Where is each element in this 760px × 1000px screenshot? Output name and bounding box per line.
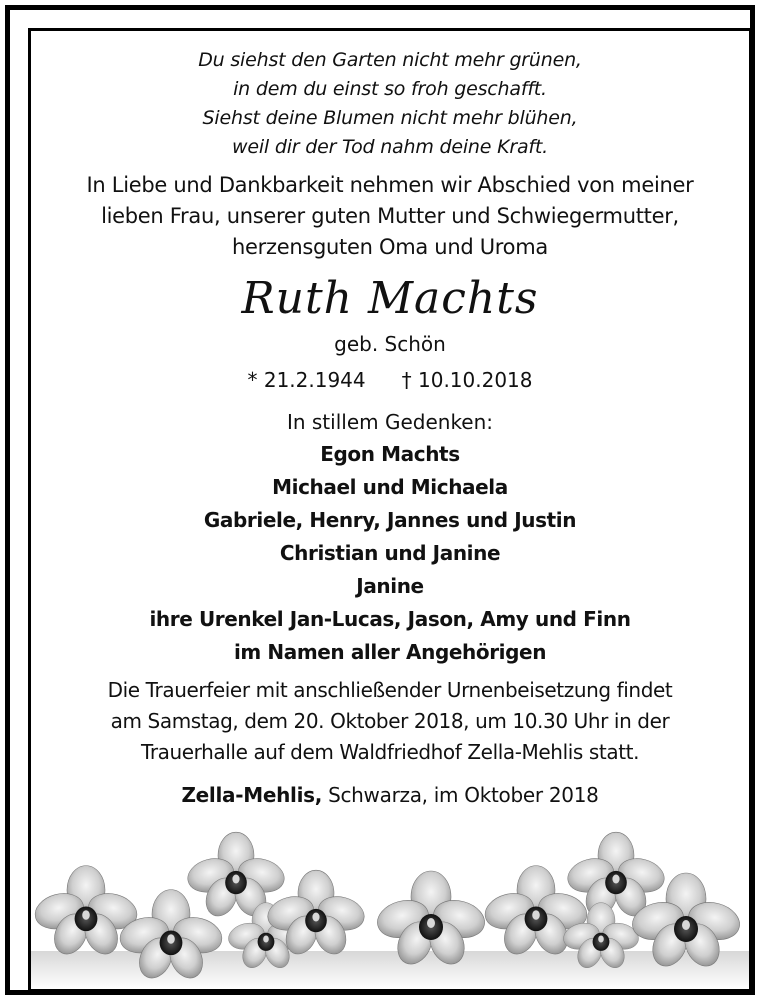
intro-line: herzensguten Oma und Uroma	[232, 235, 548, 259]
poem-line: Siehst deine Blumen nicht mehr blühen,	[202, 107, 578, 129]
poem-line: weil dir der Tod nahm deine Kraft.	[232, 136, 548, 158]
intro-text	[31, 170, 749, 263]
place-rest: Schwarza, im Oktober 2018	[322, 783, 599, 807]
funeral-line: Die Trauerfeier mit anschließender Urnenbeisetzung findet	[107, 678, 673, 702]
funeral-line: am Samstag, dem 20. Oktober 2018, um 10.30 Uhr in der	[110, 709, 670, 733]
mourner-line: ihre Urenkel Jan-Lucas, Jason, Amy und Finn	[149, 607, 631, 631]
memory-heading: In stillem Gedenken:	[286, 410, 494, 434]
birth-date: * 21.2.1944	[247, 368, 366, 392]
mourner-line: im Namen aller Angehörigen	[233, 640, 547, 664]
mourner-line: Christian und Janine	[279, 541, 501, 565]
mourner-line: Janine	[356, 574, 424, 598]
mourner-line: Egon Machts	[320, 442, 460, 466]
outer-border	[5, 5, 755, 995]
birth-name: geb. Schön	[334, 332, 446, 356]
poem	[31, 46, 749, 162]
intro-line: lieben Frau, unserer guten Mutter und Schwiegermutter,	[101, 204, 679, 228]
intro-line: In Liebe und Dankbarkeit nehmen wir Abschied von meiner	[86, 173, 694, 197]
death-date: † 10.10.2018	[401, 368, 533, 392]
deceased-name: Ruth Machts	[241, 273, 539, 324]
obituary-frame	[28, 28, 752, 992]
poem-line: Du siehst den Garten nicht mehr grünen,	[198, 49, 582, 71]
mourner-line: Gabriele, Henry, Jannes und Justin	[203, 508, 577, 532]
life-dates	[31, 365, 749, 395]
funeral-info	[31, 675, 749, 768]
place-town: Zella-Mehlis,	[181, 783, 323, 807]
mourners-list	[31, 438, 749, 669]
poem-line: in dem du einst so froh geschafft.	[233, 78, 547, 100]
obituary-content	[31, 31, 749, 811]
funeral-line: Trauerhalle auf dem Waldfriedhof Zella-Mehlis statt.	[140, 740, 640, 764]
mourner-line: Michael und Michaela	[272, 475, 508, 499]
place-and-date	[31, 780, 749, 811]
orchid-flowers-image	[31, 811, 749, 989]
